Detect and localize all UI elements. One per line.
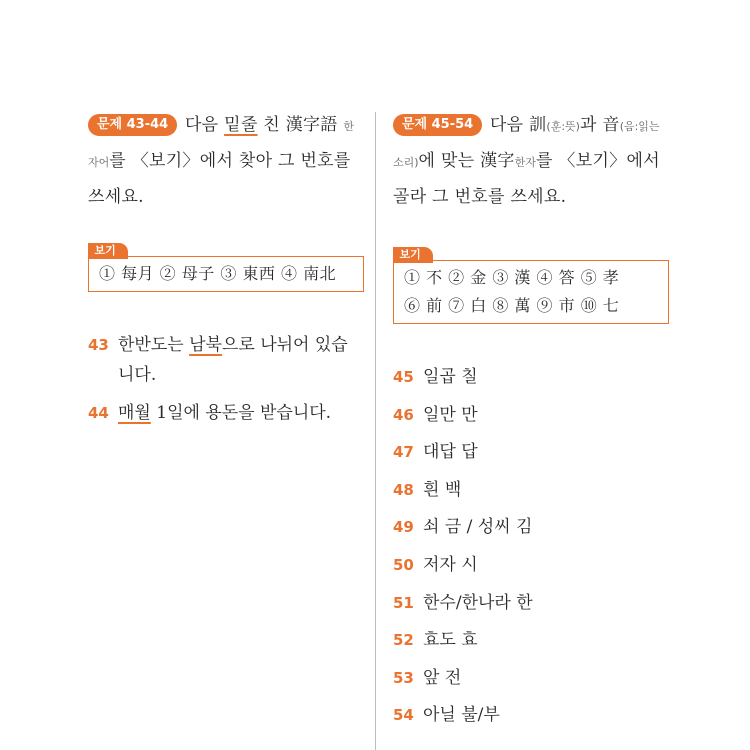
bogi-tag: 보기 (88, 243, 128, 259)
question-item: 45 일곱 칠 (393, 362, 669, 400)
question-number: 49 (393, 518, 414, 537)
question-item: 51 한수/한나라 한 (393, 588, 669, 626)
question-number: 54 (393, 706, 414, 725)
question-number: 53 (393, 668, 414, 687)
question-item: 47 대답 답 (393, 437, 669, 475)
question-number: 44 (88, 404, 109, 422)
question-item: 44 매월 1일에 용돈을 받습니다. (88, 398, 364, 428)
question-item: 50 저자 시 (393, 550, 669, 588)
column-divider (375, 112, 376, 750)
problem-badge-45-54: 문제 45-54 (393, 114, 482, 136)
left-instruction: 문제 43-44 다음 밑줄 친 漢字語 한자어를 〈보기〉에서 찾아 그 번호를 쓰세요. (88, 115, 354, 207)
question-number: 52 (393, 631, 414, 650)
right-column (393, 108, 669, 738)
question-number: 46 (393, 405, 414, 424)
question-number: 47 (393, 443, 414, 462)
question-item: 52 효도 효 (393, 625, 669, 663)
left-question-list (88, 330, 364, 428)
question-number: 45 (393, 368, 414, 386)
bogi-tag: 보기 (393, 247, 433, 263)
right-instruction: 문제 45-54 다음 訓(훈:뜻)과 音(음:읽는 소리)에 맞는 漢字한자를 〈보기〉에서 골라 그 번호를 쓰세요. (393, 115, 660, 207)
question-number: 48 (393, 480, 414, 499)
question-item: 54 아닐 불/부 (393, 700, 669, 738)
question-item: 46 일만 만 (393, 400, 669, 438)
question-number: 51 (393, 593, 414, 612)
problem-badge-43-44: 문제 43-44 (88, 114, 177, 136)
question-item: 49 쇠 금 / 성씨 김 (393, 512, 669, 550)
bogi-options: ① 每月 ② 母子 ③ 東西 ④ 南北 (99, 264, 337, 283)
question-item: 53 앞 전 (393, 663, 669, 701)
left-column (88, 108, 364, 436)
bogi-options: ① 不 ② 金 ③ 漢 ④ 答 ⑤ 孝 ⑥ 前 ⑦ 白 ⑧ 萬 ⑨ 市 ⑩ 七 (404, 268, 620, 315)
question-number: 50 (393, 555, 414, 574)
right-question-list (393, 362, 669, 738)
question-item: 43 한반도는 남북으로 나뉘어 있습니다. (88, 330, 364, 390)
bogi-box-left (88, 244, 364, 292)
bogi-box-right (393, 248, 669, 324)
question-number: 43 (88, 336, 109, 354)
question-item: 48 흰 백 (393, 475, 669, 513)
